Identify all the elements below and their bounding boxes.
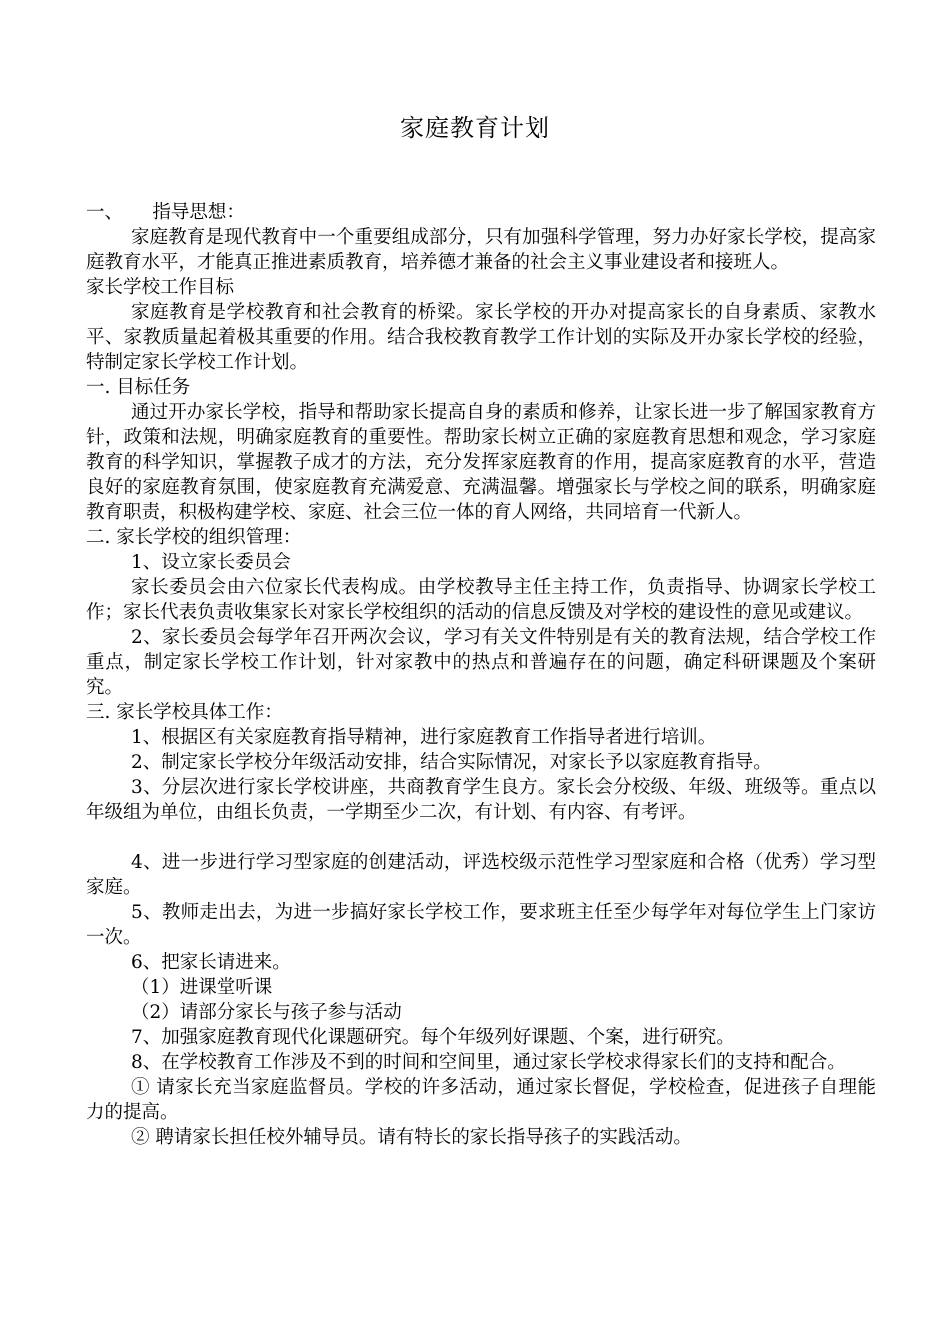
paragraph-organization-1: 家长委员会由六位家长代表构成。由学校教导主任主持工作，负责指导、协调家长学校工作；家长代表负责收集家长对家长学校组织的活动的信息反馈及对学校的建设性的意见或建议。 (86, 577, 876, 623)
list-item-work-6: 6、把家长请进来。 (131, 952, 291, 973)
list-item-work-2: 2、制定家长学校分年级活动安排，结合实际情况，对家长予以家庭教育指导。 (131, 752, 772, 773)
list-item-work-8: 8、在学校教育工作涉及不到的时间和空间里，通过家长学校求得家长们的支持和配合。 (131, 1052, 846, 1073)
section-heading-work-goal: 家长学校工作目标 (86, 277, 235, 298)
blank-line (86, 825, 876, 850)
section-heading-organization: 二. 家长学校的组织管理： (86, 527, 302, 548)
list-item-organization-1: 1、设立家长委员会 (131, 552, 291, 573)
list-item-work-4: 4、进一步进行学习型家庭的创建活动，评选校级示范性学习型家庭和合格（优秀）学习型家庭。 (86, 852, 876, 898)
sub-item-work-8-1: ① 请家长充当家庭监督员。学校的许多活动，通过家长督促，学校检查，促进孩子自理能力的提高。 (86, 1077, 876, 1123)
section-heading-targets: 一. 目标任务 (86, 377, 191, 398)
sub-item-work-8-2: ② 聘请家长担任校外辅导员。请有特长的家长指导孩子的实践活动。 (131, 1127, 692, 1148)
list-item-work-1: 1、根据区有关家庭教育指导精神，进行家庭教育工作指导者进行培训。 (131, 727, 717, 748)
paragraph-organization-2: 2、家长委员会每学年召开两次会议，学习有关文件特别是有关的教育法规，结合学校工作重点，制定家长学校工作计划，针对家教中的热点和普遍存在的问题，确定科研课题及个案研究。 (86, 627, 876, 698)
sub-item-work-6-2: （2）请部分家长与孩子参与活动 (131, 1002, 402, 1023)
sub-item-work-6-1: （1）进课堂听课 (131, 977, 273, 998)
list-item-work-3: 3、分层次进行家长学校讲座，共商教育学生良方。家长会分校级、年级、班级等。重点以年级组为单位，由组长负责，一学期至少二次，有计划、有内容、有考评。 (86, 777, 876, 823)
section-heading-guiding-thought: 一、 指导思想： (86, 202, 245, 223)
paragraph-guiding-thought: 家庭教育是现代教育中一个重要组成部分，只有加强科学管理，努力办好家长学校，提高家庭教育水平，才能真正推进素质教育，培养德才兼备的社会主义事业建设者和接班人。 (86, 227, 876, 273)
section-heading-specific-work: 三. 家长学校具体工作： (86, 702, 283, 723)
paragraph-targets: 通过开办家长学校，指导和帮助家长提高自身的素质和修养，让家长进一步了解国家教育方针，政策和法规，明确家庭教育的重要性。帮助家长树立正确的家庭教育思想和观念，学习家庭教育的科学知识，掌握教子成才的方法，充分发挥家庭教育的作用，提高家庭教育的水平，营造良好的家庭教育氛围，使家庭教育充满爱意、充满温馨。增强家长与学校之间的联系，明确家庭教育职责，积极构建学校、家庭、社会三位一体的育人网络，共同培育一代新人。 (86, 402, 876, 523)
document-title: 家庭教育计划 (400, 114, 550, 142)
paragraph-work-goal: 家庭教育是学校教育和社会教育的桥梁。家长学校的开办对提高家长的自身素质、家教水平、家教质量起着极其重要的作用。结合我校教育教学工作计划的实际及开办家长学校的经验，特制定家长学校工作计划。 (86, 302, 876, 373)
document-body (86, 200, 876, 1150)
list-item-work-7: 7、加强家庭教育现代化课题研究。每个年级列好课题、个案，进行研究。 (131, 1027, 735, 1048)
list-item-work-5: 5、教师走出去，为进一步搞好家长学校工作，要求班主任至少每学年对每位学生上门家访一次。 (86, 902, 876, 948)
